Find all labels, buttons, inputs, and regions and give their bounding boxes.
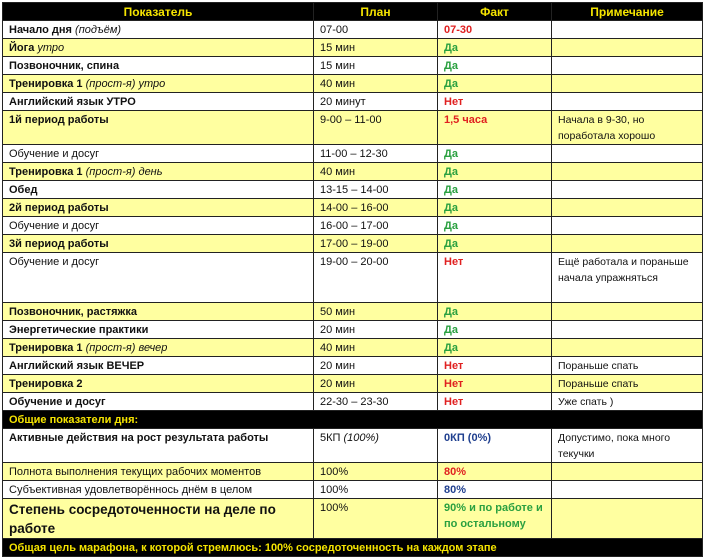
indicator-label-detail: (прост-я) день [85, 166, 163, 178]
indicator-label: Английский язык УТРО [9, 96, 136, 108]
note-value: Ещё работала и пораньше начала упражняться [558, 256, 689, 284]
plan-value: 17-00 – 19-00 [320, 238, 389, 250]
indicator-cell [3, 57, 314, 75]
note-cell [552, 199, 703, 217]
table-row [3, 357, 703, 375]
fact-cell [438, 499, 552, 539]
indicator-label: Энергетические практики [9, 324, 149, 336]
daily-report-table [2, 2, 703, 557]
indicator-cell [3, 93, 314, 111]
plan-value: 40 мин [320, 342, 356, 354]
fact-cell [438, 339, 552, 357]
plan-value: 11-00 – 12-30 [320, 148, 388, 160]
fact-cell [438, 181, 552, 199]
indicator-cell [3, 375, 314, 393]
plan-cell [314, 93, 438, 111]
fact-value: 1,5 часа [444, 114, 488, 126]
indicator-label: Тренировка 1 [9, 166, 83, 178]
plan-value: 20 мин [320, 324, 356, 336]
fact-value: Да [444, 324, 458, 336]
fact-value: Нет [444, 256, 464, 268]
note-value: Допустимо, пока много текучки [558, 432, 671, 460]
indicator-cell [3, 75, 314, 93]
plan-cell [314, 339, 438, 357]
summary-row [3, 499, 703, 539]
plan-value: 15 мин [320, 60, 356, 72]
fact-value: Да [444, 78, 458, 90]
note-cell [552, 303, 703, 321]
indicator-label: 3й период работы [9, 238, 109, 250]
indicator-cell [3, 145, 314, 163]
table-row [3, 235, 703, 253]
note-cell [552, 217, 703, 235]
plan-value: 13-15 – 14-00 [320, 184, 389, 196]
indicator-label-detail: (прост-я) утро [85, 78, 166, 90]
indicator-cell [3, 217, 314, 235]
indicator-label-detail: (подъём) [75, 24, 122, 36]
plan-cell [314, 21, 438, 39]
plan-cell [314, 357, 438, 375]
fact-value: Да [444, 342, 458, 354]
indicator-label: Обучение и досуг [9, 256, 100, 268]
fact-cell [438, 463, 552, 481]
indicator-label: Позвоночник, растяжка [9, 306, 137, 318]
fact-value: 90% и по работе и по остальному [444, 502, 543, 530]
note-cell [552, 93, 703, 111]
fact-cell [438, 481, 552, 499]
indicator-label: Активные действия на рост результата работы [9, 432, 269, 444]
indicator-label: 1й период работы [9, 114, 109, 126]
note-cell [552, 429, 703, 463]
fact-cell [438, 303, 552, 321]
table-row [3, 339, 703, 357]
note-cell [552, 181, 703, 199]
indicator-cell [3, 111, 314, 145]
table-row [3, 181, 703, 199]
table-row [3, 321, 703, 339]
indicator-label: Обучение и досуг [9, 396, 106, 408]
note-cell [552, 375, 703, 393]
indicator-cell [3, 499, 314, 539]
note-cell [552, 481, 703, 499]
note-cell [552, 39, 703, 57]
plan-value: 19-00 – 20-00 [320, 256, 389, 268]
indicator-label: Тренировка 1 [9, 342, 83, 354]
plan-cell [314, 303, 438, 321]
indicator-cell [3, 253, 314, 303]
note-cell [552, 235, 703, 253]
fact-value: 80% [444, 466, 467, 478]
fact-value: 07-30 [444, 24, 473, 36]
plan-value: 20 минут [320, 96, 366, 108]
fact-cell [438, 357, 552, 375]
note-cell [552, 499, 703, 539]
header-fact: Факт [438, 3, 552, 21]
fact-value: Да [444, 238, 458, 250]
plan-value: 100% [320, 484, 349, 496]
plan-cell [314, 429, 438, 463]
indicator-cell [3, 39, 314, 57]
fact-cell [438, 39, 552, 57]
plan-cell [314, 145, 438, 163]
fact-value: Нет [444, 360, 464, 372]
indicator-cell [3, 357, 314, 375]
indicator-label: Обучение и досуг [9, 148, 100, 160]
table-row [3, 393, 703, 411]
indicator-label: Полнота выполнения текущих рабочих моментов [9, 466, 262, 478]
fact-cell [438, 145, 552, 163]
indicator-cell [3, 235, 314, 253]
indicator-label: Субъективная удовлетворённось днём в целом [9, 484, 253, 496]
plan-value-detail: (100%) [343, 432, 379, 444]
fact-value: Да [444, 306, 458, 318]
fact-cell [438, 163, 552, 181]
note-cell [552, 321, 703, 339]
plan-value: 22-30 – 23-30 [320, 396, 389, 408]
plan-value: 5КП [320, 432, 341, 444]
plan-value: 100% [320, 502, 349, 514]
plan-cell [314, 217, 438, 235]
fact-cell [438, 57, 552, 75]
summary-row [3, 481, 703, 499]
table-row [3, 303, 703, 321]
fact-cell [438, 253, 552, 303]
fact-value: 0КП (0%) [444, 432, 492, 444]
plan-value: 07-00 [320, 24, 349, 36]
table-row [3, 199, 703, 217]
plan-cell [314, 39, 438, 57]
summary-row [3, 463, 703, 481]
summary-section-row [3, 411, 703, 429]
note-value: Уже спать ) [558, 396, 614, 408]
footer-goal: Общая цель марафона, к которой стремлюсь: 100% сосредоточенность на каждом этапе [3, 539, 703, 557]
note-value: Пораньше спать [558, 378, 639, 390]
fact-value: 80% [444, 484, 467, 496]
fact-cell [438, 21, 552, 39]
fact-value: Нет [444, 396, 464, 408]
fact-cell [438, 429, 552, 463]
plan-cell [314, 75, 438, 93]
fact-cell [438, 75, 552, 93]
indicator-label-detail: утро [37, 42, 65, 54]
plan-cell [314, 481, 438, 499]
fact-value: Да [444, 42, 458, 54]
table-row [3, 57, 703, 75]
indicator-cell [3, 181, 314, 199]
plan-value: 9-00 – 11-00 [320, 114, 382, 126]
table-row [3, 39, 703, 57]
header-note: Примечание [552, 3, 703, 21]
fact-cell [438, 111, 552, 145]
note-cell [552, 75, 703, 93]
table-row [3, 75, 703, 93]
note-cell [552, 253, 703, 303]
plan-value: 16-00 – 17-00 [320, 220, 389, 232]
indicator-cell [3, 463, 314, 481]
plan-value: 20 мин [320, 378, 356, 390]
fact-value: Да [444, 202, 458, 214]
table-row [3, 145, 703, 163]
indicator-cell [3, 303, 314, 321]
plan-cell [314, 111, 438, 145]
plan-cell [314, 199, 438, 217]
fact-cell [438, 235, 552, 253]
summary-title: Общие показатели дня: [3, 411, 703, 429]
indicator-cell [3, 199, 314, 217]
indicator-label: Обучение и досуг [9, 220, 100, 232]
fact-cell [438, 93, 552, 111]
plan-cell [314, 375, 438, 393]
header-indicator: Показатель [3, 3, 314, 21]
plan-cell [314, 499, 438, 539]
indicator-label: Тренировка 1 [9, 78, 83, 90]
note-cell [552, 111, 703, 145]
plan-cell [314, 253, 438, 303]
plan-value: 15 мин [320, 42, 356, 54]
indicator-cell [3, 163, 314, 181]
note-cell [552, 57, 703, 75]
plan-cell [314, 57, 438, 75]
note-cell [552, 339, 703, 357]
indicator-cell [3, 339, 314, 357]
note-cell [552, 145, 703, 163]
note-cell [552, 393, 703, 411]
indicator-cell [3, 393, 314, 411]
indicator-label: Степень сосредоточенности на деле по работе [9, 502, 276, 536]
plan-cell [314, 235, 438, 253]
fact-value: Да [444, 148, 458, 160]
plan-value: 50 мин [320, 306, 356, 318]
note-cell [552, 357, 703, 375]
plan-value: 20 мин [320, 360, 356, 372]
table-row [3, 21, 703, 39]
fact-value: Да [444, 166, 458, 178]
table-row [3, 163, 703, 181]
indicator-cell [3, 481, 314, 499]
table-row [3, 217, 703, 235]
plan-cell [314, 393, 438, 411]
indicator-label: Обед [9, 184, 38, 196]
indicator-label: Тренировка 2 [9, 378, 83, 390]
plan-value: 40 мин [320, 78, 356, 90]
indicator-cell [3, 21, 314, 39]
fact-cell [438, 393, 552, 411]
note-cell [552, 463, 703, 481]
fact-cell [438, 321, 552, 339]
fact-value: Да [444, 60, 458, 72]
table-row [3, 111, 703, 145]
fact-value: Нет [444, 378, 464, 390]
indicator-label: Позвоночник, спина [9, 60, 120, 72]
fact-value: Да [444, 220, 458, 232]
summary-row [3, 429, 703, 463]
fact-value: Нет [444, 96, 464, 108]
plan-cell [314, 163, 438, 181]
indicator-label-detail: (прост-я) вечер [85, 342, 168, 354]
indicator-cell [3, 321, 314, 339]
header-plan: План [314, 3, 438, 21]
table-row [3, 93, 703, 111]
footer-row [3, 539, 703, 557]
header-row [3, 3, 703, 21]
fact-value: Да [444, 184, 458, 196]
indicator-label: Начало дня [9, 24, 72, 36]
table-row [3, 375, 703, 393]
plan-value: 40 мин [320, 166, 356, 178]
note-value: Пораньше спать [558, 360, 639, 372]
plan-cell [314, 321, 438, 339]
plan-value: 100% [320, 466, 349, 478]
plan-cell [314, 463, 438, 481]
plan-value: 14-00 – 16-00 [320, 202, 389, 214]
indicator-label: Английский язык ВЕЧЕР [9, 360, 145, 372]
indicator-cell [3, 429, 314, 463]
fact-cell [438, 217, 552, 235]
note-value: Начала в 9-30, но поработала хорошо [558, 114, 656, 142]
table-row [3, 253, 703, 303]
fact-cell [438, 375, 552, 393]
indicator-label: Йога [9, 42, 35, 54]
note-cell [552, 21, 703, 39]
fact-cell [438, 199, 552, 217]
note-cell [552, 163, 703, 181]
plan-cell [314, 181, 438, 199]
indicator-label: 2й период работы [9, 202, 109, 214]
